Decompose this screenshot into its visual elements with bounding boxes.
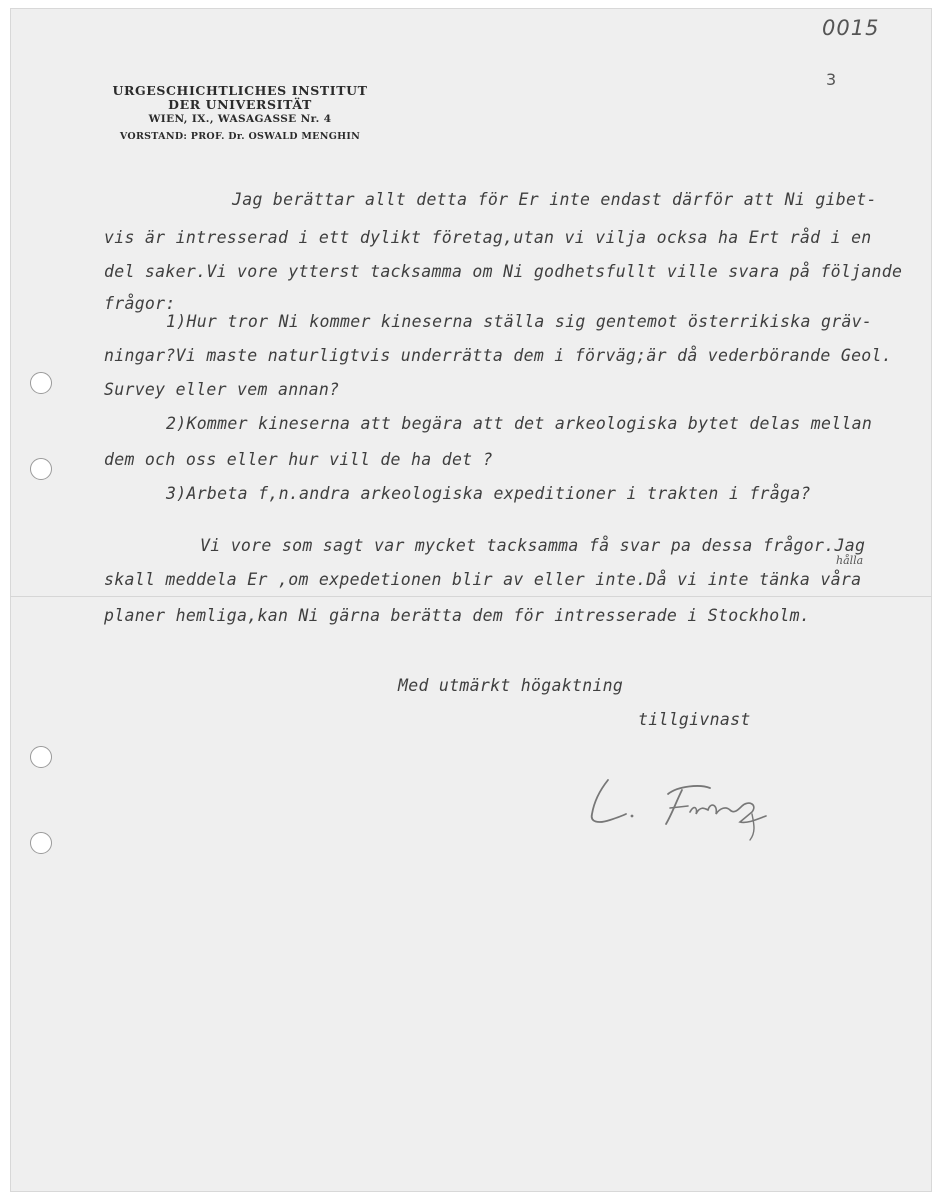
question-2-line-1: 2)Kommer kineserna att begära att det arkeologiska bytet delas mellan: [166, 414, 873, 433]
body-line-3: del saker.Vi vore ytterst tacksamma om Ni godhetsfullt ville svara på följande: [104, 262, 903, 281]
letterhead-university: DER UNIVERSITÄT: [168, 97, 312, 112]
salutation: Med utmärkt högaktning: [398, 676, 624, 695]
signature: [570, 770, 800, 850]
letterhead-institute: URGESCHICHTLICHES INSTITUT: [112, 83, 368, 98]
question-1-line-3: Survey eller vem annan?: [104, 380, 340, 399]
question-2-line-2: dem och oss eller hur vill de ha det ?: [104, 450, 493, 469]
letter-page: [10, 8, 932, 1192]
question-1-line-2: ningar?Vi maste naturligtvis underrätta dem i förväg;är då vederbörande Geol.: [104, 346, 893, 365]
punch-hole-2: [30, 458, 52, 480]
body-line-1: Jag berättar allt detta för Er inte endast därför att Ni gibet-: [232, 190, 877, 209]
handwritten-insert: hålla: [836, 554, 864, 567]
question-1-line-1: 1)Hur tror Ni kommer kineserna ställa sig gentemot österrikiska gräv-: [166, 312, 873, 331]
letterhead-address: WIEN, IX., WASAGASSE Nr. 4: [148, 113, 332, 125]
page-number: 3: [826, 70, 837, 89]
body-line-2: vis är intresserad i ett dylikt företag,utan vi vilja ocksa ha Ert råd i en: [104, 228, 872, 247]
letterhead-director: VORSTAND: PROF. Dr. OSWALD MENGHIN: [119, 131, 361, 142]
body-line-closing-2: skall meddela Er ,om expedetionen blir av eller inte.Då vi inte tänka våra: [104, 570, 862, 589]
valediction: tillgivnast: [638, 710, 751, 729]
body-line-closing-1: Vi vore som sagt var mycket tacksamma få svar pa dessa frågor.Jag: [200, 536, 866, 555]
body-line-closing-3: planer hemliga,kan Ni gärna berätta dem för intresserade i Stockholm.: [104, 606, 811, 625]
punch-hole-3: [30, 746, 52, 768]
paper-fold-crease: [10, 596, 932, 597]
archive-serial-number: 0015: [822, 16, 880, 40]
signature-graphic: [570, 770, 800, 850]
punch-hole-1: [30, 372, 52, 394]
letterhead: [100, 84, 380, 144]
body-line-4: frågor:: [104, 294, 176, 313]
punch-hole-4: [30, 832, 52, 854]
question-3-line-1: 3)Arbeta f,n.andra arkeologiska expeditioner i trakten i fråga?: [166, 484, 811, 503]
